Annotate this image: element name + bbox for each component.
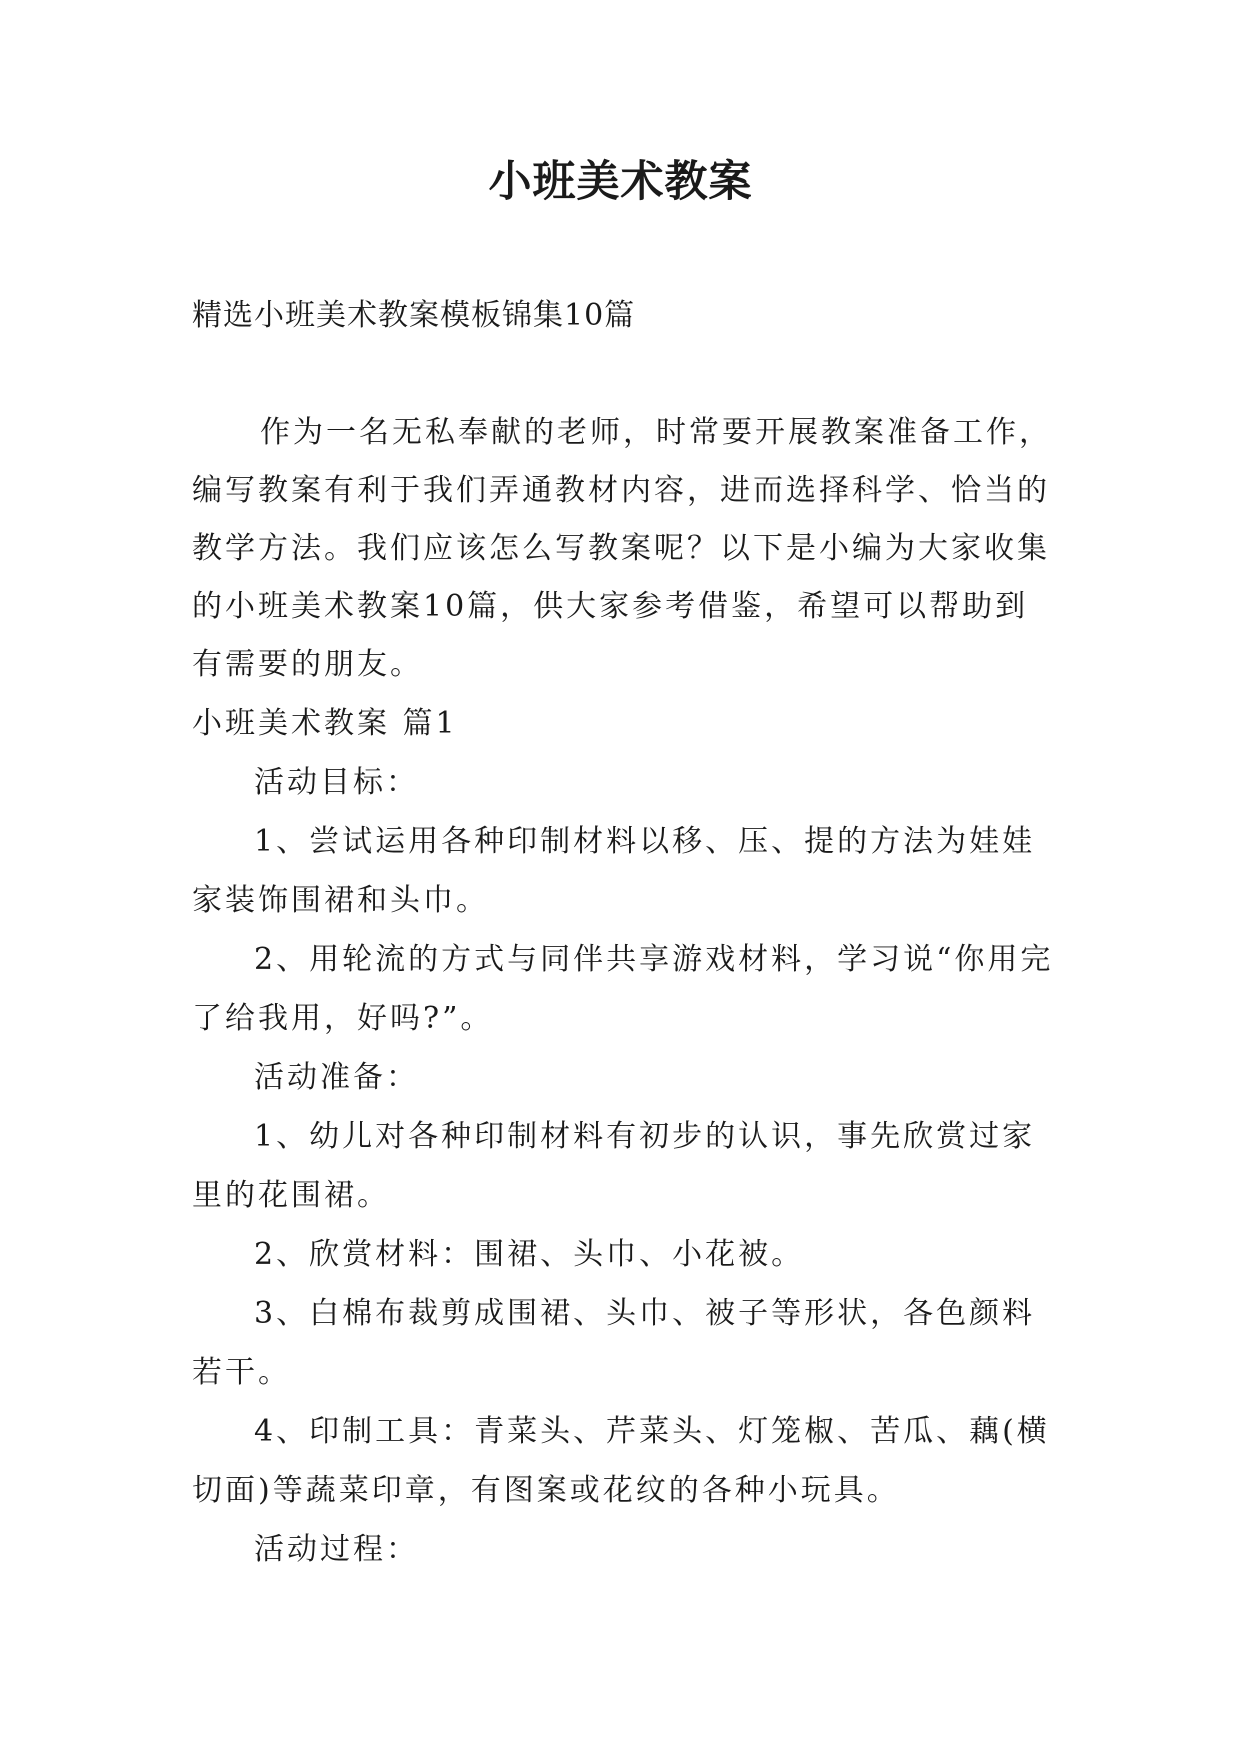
intro-paragraph: 作为一名无私奉献的老师，时常要开展教案准备工作，编写教案有利于我们弄通教材内容，进而选择科学、恰当的教学方法。我们应该怎么写教案呢？以下是小编为大家收集的小班美术教案10篇，供大家参考借鉴，希望可以帮助到有需要的朋友。 xyxy=(192,415,1052,682)
document-body xyxy=(192,404,1054,1579)
paragraph-goal-2: 2、用轮流的方式与同伴共享游戏材料，学习说“你用完了给我用，好吗?”。 xyxy=(192,942,1054,1036)
paragraph-preparation-4: 4、印制工具：青菜头、芹菜头、灯笼椒、苦瓜、藕(横切面)等蔬菜印章，有图案或花纹的各种小玩具。 xyxy=(192,1414,1050,1508)
document-title: 小班美术教案 xyxy=(488,157,753,207)
paragraph-preparation-1: 1、幼儿对各种印制材料有初步的认识，事先欣赏过家里的花围裙。 xyxy=(192,1119,1036,1213)
paragraph-activity-goals: 活动目标： xyxy=(254,765,419,800)
lesson-content xyxy=(192,694,1054,1579)
paragraph-activity-preparation: 活动准备： xyxy=(254,1060,419,1095)
section-heading: 小班美术教案 篇1 xyxy=(192,706,458,741)
document-subtitle: 精选小班美术教案模板锦集10篇 xyxy=(192,298,636,333)
paragraph-preparation-3: 3、白棉布裁剪成围裙、头巾、被子等形状，各色颜料若干。 xyxy=(192,1296,1036,1390)
paragraph-goal-1: 1、尝试运用各种印制材料以移、压、提的方法为娃娃家装饰围裙和头巾。 xyxy=(192,824,1036,918)
paragraph-activity-process: 活动过程： xyxy=(254,1532,419,1567)
paragraph-preparation-2: 2、欣赏材料：围裙、头巾、小花被。 xyxy=(254,1237,805,1272)
